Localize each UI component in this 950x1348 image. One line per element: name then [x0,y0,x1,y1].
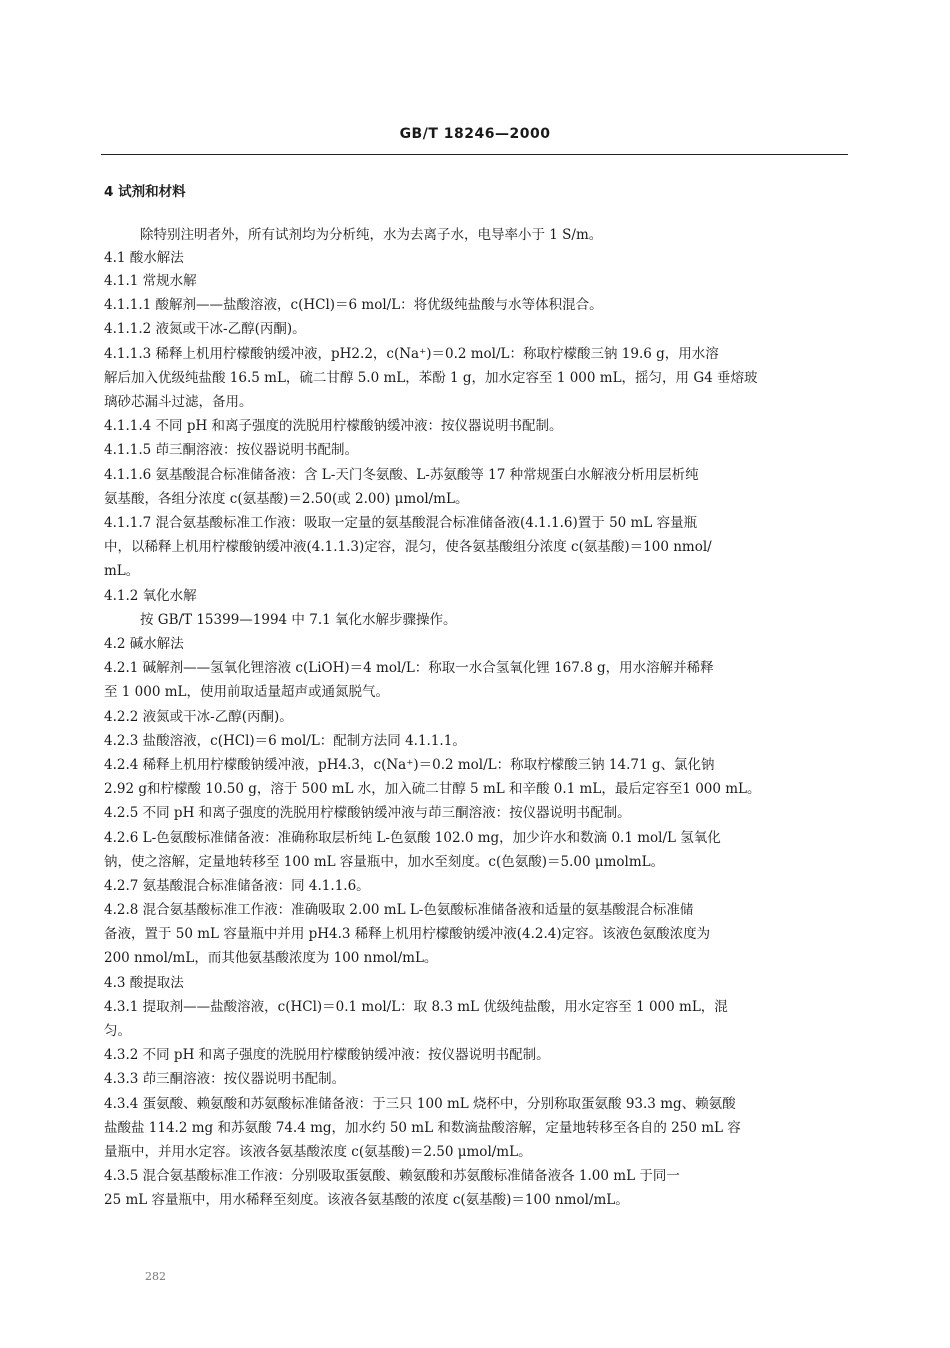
paragraph-line: 4.2.4 稀释上机用柠檬酸钠缓冲液，pH4.3，c(Na⁺)＝0.2 mol/L：称取柠檬酸三钠 14.71 g、氯化钠 [104,757,715,773]
paragraph-line: 4.1.1.6 氨基酸混合标准储备液：含 L-天门冬氨酸、L-苏氨酸等 17 种常规蛋白水解液分析用层析纯 [104,467,699,483]
paragraph-line: 25 mL 容量瓶中，用水稀释至刻度。该液各氨基酸的浓度 c(氨基酸)＝100 nmol/mL。 [104,1192,629,1208]
paragraph-line: 中，以稀释上机用柠檬酸钠缓冲液(4.1.1.3)定容，混匀，使各氨基酸组分浓度 c(氨基酸)＝100 nmol/ [104,539,712,555]
paragraph-line: 氨基酸，各组分浓度 c(氨基酸)＝2.50(或 2.00) μmol/mL。 [104,491,469,507]
paragraph-line: 4.2.2 液氮或干冰-乙醇(丙酮)。 [104,709,293,725]
paragraph-line: 4.3.2 不同 pH 和离子强度的洗脱用柠檬酸钠缓冲液：按仪器说明书配制。 [104,1047,550,1063]
paragraph-line: 钠，使之溶解，定量地转移至 100 mL 容量瓶中，加水至刻度。c(色氨酸)＝5.00 μmolmL。 [104,854,665,870]
paragraph-line: 除特别注明者外，所有试剂均为分析纯，水为去离子水，电导率小于 1 S/m。 [140,227,603,243]
section-heading-4: 4 试剂和材料 [104,184,186,200]
paragraph-line: 4.1.1.3 稀释上机用柠檬酸钠缓冲液，pH2.2，c(Na⁺)＝0.2 mol/L：称取柠檬酸三钠 19.6 g，用水溶 [104,346,719,362]
paragraph-line: 4.3.1 提取剂——盐酸溶液，c(HCl)＝0.1 mol/L：取 8.3 mL 优级纯盐酸，用水定容至 1 000 mL，混 [104,999,728,1015]
paragraph-line: 4.2.3 盐酸溶液，c(HCl)＝6 mol/L：配制方法同 4.1.1.1。 [104,733,466,749]
paragraph-line: 解后加入优级纯盐酸 16.5 mL，硫二甘醇 5.0 mL，苯酚 1 g，加水定容至 1 000 mL，摇匀，用 G4 垂熔玻 [104,370,758,386]
paragraph-line: 4.3.4 蛋氨酸、赖氨酸和苏氨酸标准储备液：于三只 100 mL 烧杯中，分别称取蛋氨酸 93.3 mg、赖氨酸 [104,1096,736,1112]
paragraph-line: 4.2.8 混合氨基酸标准工作液：准确吸取 2.00 mL L-色氨酸标准储备液和适量的氨基酸混合标准储 [104,902,694,918]
paragraph-line: 4.1.1.4 不同 pH 和离子强度的洗脱用柠檬酸钠缓冲液：按仪器说明书配制。 [104,418,563,434]
heading-4-2: 4.2 碱水解法 [104,636,184,652]
paragraph-line: 4.3.5 混合氨基酸标准工作液：分别吸取蛋氨酸、赖氨酸和苏氨酸标准储备液各 1.00 mL 于同一 [104,1168,680,1184]
heading-4-3: 4.3 酸提取法 [104,975,184,991]
heading-4-1-2: 4.1.2 氧化水解 [104,588,197,604]
header-rule [101,154,848,155]
paragraph-line: 备液，置于 50 mL 容量瓶中并用 pH4.3 稀释上机用柠檬酸钠缓冲液(4.2.4)定容。该液色氨酸浓度为 [104,926,711,942]
paragraph-line: 匀。 [104,1023,131,1039]
heading-4-1: 4.1 酸水解法 [104,250,184,266]
paragraph-line: 4.1.1.1 酸解剂——盐酸溶液，c(HCl)＝6 mol/L：将优级纯盐酸与水等体积混合。 [104,297,603,313]
paragraph-line: 4.3.3 茚三酮溶液：按仪器说明书配制。 [104,1071,346,1087]
paragraph-line: 4.2.7 氨基酸混合标准储备液：同 4.1.1.6。 [104,878,370,894]
paragraph-line: 至 1 000 mL，使用前取适量超声或通氮脱气。 [104,684,389,700]
page-number: 282 [145,1270,166,1283]
page-header-standard: GB/T 18246—2000 [399,126,551,142]
paragraph-line: 按 GB/T 15399—1994 中 7.1 氧化水解步骤操作。 [140,612,457,628]
paragraph-line: 盐酸盐 114.2 mg 和苏氨酸 74.4 mg，加水约 50 mL 和数滴盐酸溶解，定量地转移至各自的 250 mL 容 [104,1120,741,1136]
paragraph-line: 量瓶中，并用水定容。该液各氨基酸浓度 c(氨基酸)＝2.50 μmol/mL。 [104,1144,532,1160]
paragraph-line: 4.1.1.2 液氮或干冰-乙醇(丙酮)。 [104,321,306,337]
paragraph-line: 4.2.1 碱解剂——氢氧化锂溶液 c(LiOH)＝4 mol/L：称取一水合氢氧化锂 167.8 g，用水溶解并稀释 [104,660,714,676]
paragraph-line: mL。 [104,563,140,579]
paragraph-line: 4.2.5 不同 pH 和离子强度的洗脱用柠檬酸钠缓冲液与茚三酮溶液：按仪器说明书配制。 [104,805,631,821]
paragraph-line: 2.92 g和柠檬酸 10.50 g，溶于 500 mL 水，加入硫二甘醇 5 mL 和辛酸 0.1 mL，最后定容至1 000 mL。 [104,781,761,797]
paragraph-line: 4.1.1.7 混合氨基酸标准工作液：吸取一定量的氨基酸混合标准储备液(4.1.1.6)置于 50 mL 容量瓶 [104,515,698,531]
paragraph-line: 璃砂芯漏斗过滤，备用。 [104,394,253,410]
paragraph-line: 4.2.6 L-色氨酸标准储备液：准确称取层析纯 L-色氨酸 102.0 mg，加少许水和数滴 0.1 mol/L 氢氧化 [104,830,721,846]
heading-4-1-1: 4.1.1 常规水解 [104,273,197,289]
paragraph-line: 200 nmol/mL，而其他氨基酸浓度为 100 nmol/mL。 [104,950,438,966]
paragraph-line: 4.1.1.5 茚三酮溶液：按仪器说明书配制。 [104,442,359,458]
